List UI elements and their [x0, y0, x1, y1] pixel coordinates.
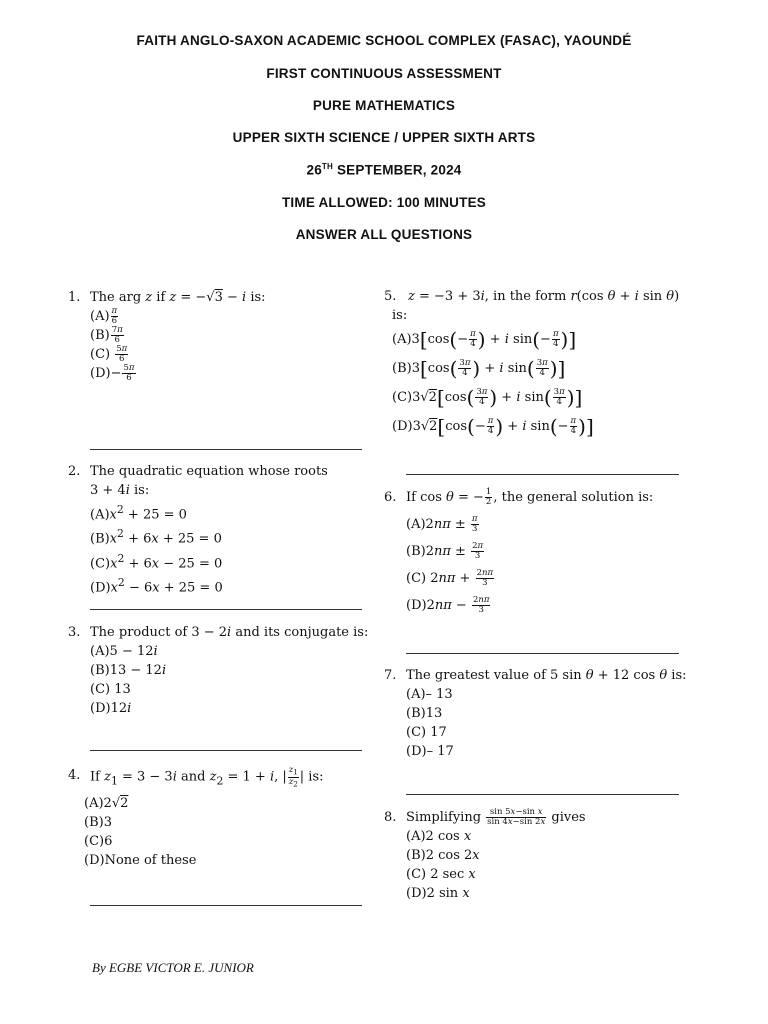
option-a: (A)– 13 [406, 687, 453, 702]
option-c: $(C)x^2 + 6x - 25 = 0$ [90, 551, 223, 571]
option-c: (C)6 [84, 834, 113, 849]
class-line: UPPER SIXTH SCIENCE / UPPER SIXTH ARTS [232, 130, 536, 145]
question-2: 2. The quadratic equation whose roots 3 + 4i is: $(A)x^2 + 25 = 0$ $(B)x^2 + 6x + 25 = 0$ $(C)x^2 + 6x - 25 = 0$ $(D)x^2 - 6x + 25 = 0$ [68, 464, 328, 596]
option-b: (B)3 [84, 815, 112, 830]
option-d: (D)2nπ − $\frac{2n\pi}{3}$ [406, 595, 490, 615]
question-7: 7. The greatest value of 5 sin θ + 12 cos θ is: (A)– 13 (B)13 (C) 17 (D)– 17 [384, 668, 687, 759]
option-a: (A)2nπ ± $\frac{\pi}{3}$ [406, 514, 478, 534]
exam-date: 26TH SEPTEMBER, 2024 [306, 162, 462, 178]
option-b: (B)13 − 12i [90, 663, 167, 678]
option-d: (D)None of these [84, 853, 197, 868]
divider [90, 905, 362, 906]
option-b: (B)2 cos 2x [406, 848, 480, 863]
option-d: $(D)x^2 - 6x + 25 = 0$ [90, 575, 223, 596]
divider [90, 750, 362, 751]
divider [406, 794, 679, 795]
option-a: (A)2√2 [84, 796, 129, 811]
option-c: (C) 17 [406, 725, 447, 740]
assessment-title: FIRST CONTINUOUS ASSESSMENT [266, 66, 502, 81]
question-3: 3. The product of 3 − 2i and its conjugate is: (A)5 − 12i (B)13 − 12i (C) 13 (D)12i [68, 625, 369, 716]
divider [90, 609, 362, 610]
author-signature: By EGBE VICTOR E. JUNIOR [92, 960, 254, 975]
subject-title: PURE MATHEMATICS [312, 98, 456, 113]
question-number: 1. [68, 290, 81, 305]
option-d: (D)– 17 [406, 744, 454, 759]
option-a: (A)3[cos(− $\frac{\pi}{4}$ ) + i sin(− $\frac{\pi}{4}$ )] [392, 327, 577, 352]
option-c: (C) 2 sec x [406, 867, 476, 882]
question-4: 4. If $z_1 = 3 - 3i$ and $z_2 = 1 + i$, | $\frac{z_1}{z_2}$ | is: (A)2√2 (B)3 (C)6 (D)None of these [68, 765, 324, 868]
option-d: (D)12i [90, 701, 132, 716]
option-c: (C) $\frac{5\pi}{6}$ [90, 344, 128, 364]
divider [406, 653, 679, 654]
option-c: (C) 13 [90, 682, 131, 697]
option-a: (A) $\frac{\pi}{6}$ [90, 306, 118, 326]
option-a: $(A)x^2 + 25 = 0$ [90, 503, 187, 523]
option-a: (A)2 cos x [406, 829, 472, 844]
option-c: (C)3√2[cos( $\frac{3\pi}{4}$ ) + i sin( $\frac{3\pi}{4}$ )] [392, 385, 583, 410]
option-b: $(B)x^2 + 6x + 25 = 0$ [90, 527, 222, 547]
option-b: (B)13 [406, 706, 443, 721]
school-name: FAITH ANGLO-SAXON ACADEMIC SCHOOL COMPLEX (FASAC), YAOUNDÉ [136, 33, 632, 48]
question-5: 5. z = −3 + 3i, in the form r(cos θ + i sin θ) is: (A)3[cos(− $\frac{\pi}{4}$ ) + i sin(− $\frac{\pi}{4}$ )] (B)3[cos( $\frac{3\pi}{4}$ ) + i sin( $\frac{3\pi}{4}$ )] (C)3√2[cos( $\frac{3\pi}{4}$ ) + i sin( $\frac{3\pi}{4}$ )] (D)3√2[cos(− $\frac{\pi}{4}$ ) + i sin(− $\frac{\pi}{4}$ )] [384, 287, 684, 447]
option-b: (B)3[cos( $\frac{3\pi}{4}$ ) + i sin( $\frac{3\pi}{4}$ )] [392, 356, 566, 381]
instruction: ANSWER ALL QUESTIONS [295, 227, 473, 242]
question-8: 8. Simplifying $\frac{\text{sin 5x−sin x}}{\sin 4x-\sin 2x}$ gives (A)2 cos x (B)2 cos 2x (C) 2 sec x (D)2 sin x [384, 807, 586, 901]
option-c: (C) 2nπ + $\frac{2n\pi}{3}$ [406, 568, 494, 588]
option-d: (D)3√2[cos(− $\frac{\pi}{4}$ ) + i sin(− $\frac{\pi}{4}$ )] [392, 414, 594, 439]
divider [406, 474, 679, 475]
question-1: 1. The arg z if z = −√3 − i is: (A) $\frac{\pi}{6}$ (B) $\frac{7\pi}{6}$ (C) $\frac{5\pi}{6}$ (D)− $\frac{5\pi}{6}$ [68, 290, 266, 383]
option-d: (D)2 sin x [406, 886, 470, 901]
divider [90, 449, 362, 450]
time-allowed: TIME ALLOWED: 100 MINUTES [281, 195, 486, 210]
question-6: 6. If cos θ = − $\frac{1}{2}$ , the general solution is: (A)2nπ ± $\frac{\pi}{3}$ (B)2nπ ± $\frac{2\pi}{3}$ (C) 2nπ + $\frac{2n\pi}{3}$ (D)2nπ − $\frac{2n\pi}{3}$ [384, 488, 684, 628]
option-a: (A)5 − 12i [90, 644, 158, 659]
option-b: (B) $\frac{7\pi}{6}$ [90, 325, 123, 345]
option-b: (B)2nπ ± $\frac{2\pi}{3}$ [406, 541, 484, 561]
option-d: (D)− $\frac{5\pi}{6}$ [90, 363, 135, 383]
